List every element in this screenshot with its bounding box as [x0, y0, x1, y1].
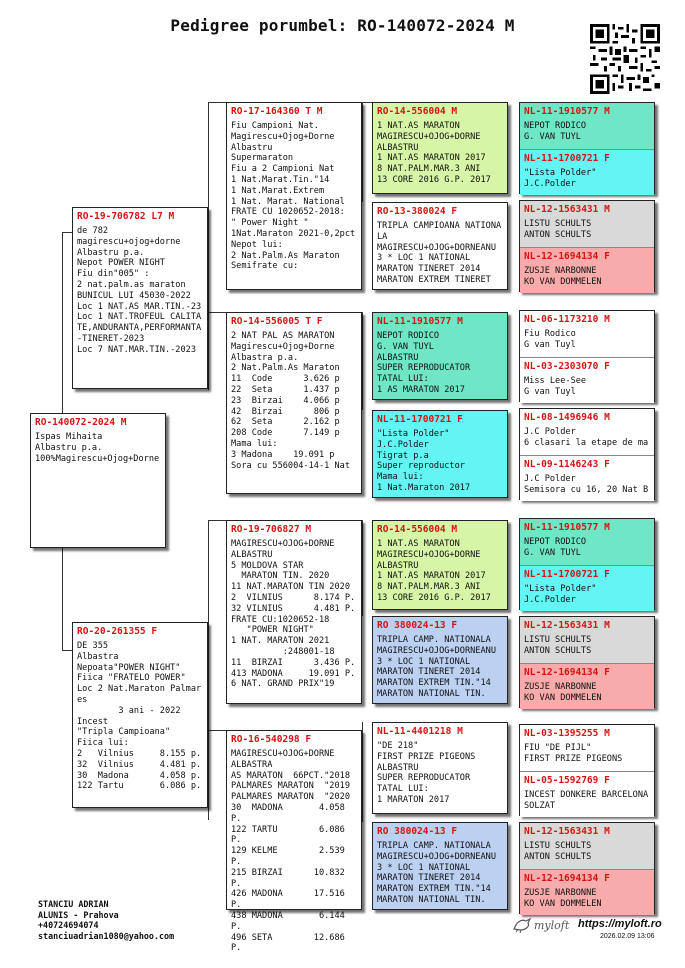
ring-number: NL-12-1563431 M: [524, 204, 610, 215]
ring-number: NL-11-1700721 F: [524, 569, 610, 580]
pigeon-card-gen4[interactable]: [520, 247, 654, 293]
ring-number: NL-11-1700721 F: [524, 153, 610, 164]
pigeon-notes: NEPOT RODICO G. VAN TUYL: [524, 121, 587, 142]
connector: [62, 232, 63, 414]
pigeon-notes: "DE 218" FIRST PRIZE PIGEONS ALBASTRU SUPER REPRODUCATOR TATAL LUI: 1 MARATON 2017: [377, 741, 476, 805]
owner-location: ALUNIS - Prahova: [38, 909, 119, 920]
ring-number: RO-14-556005 T F: [231, 316, 323, 327]
pigeon-card-gen2[interactable]: [226, 730, 362, 954]
pigeon-card-gen4[interactable]: [520, 149, 654, 195]
myloft-logo: [512, 917, 569, 933]
pigeon-notes: LISTU SCHULTS ANTON SCHULTS: [524, 841, 592, 862]
ring-number: NL-11-1700721 F: [377, 414, 463, 425]
pigeon-icon: [512, 917, 532, 933]
ring-number: RO-17-164360 T M: [231, 106, 323, 117]
pigeon-card-gen4[interactable]: [520, 663, 654, 709]
pigeon-pair-gen4: [519, 102, 655, 194]
pigeon-notes: J.C Polder Semisora cu 16, 20 Nat B: [524, 474, 649, 495]
pigeon-notes: Miss Lee-See G van Tuyl: [524, 376, 587, 397]
ring-number: NL-11-1910577 M: [377, 316, 463, 327]
pigeon-notes: TRIPLA CAMP. NATIONALA MAGIRESCU+OJOG+DORNEANU 3 * LOC 1 NATIONAL MARATON TINERET 2014 MARATON EXTREM TIN."14 MARATON NATIONAL TIN.: [377, 635, 496, 699]
pigeon-notes: "Lista Polder" J.C.Polder: [524, 584, 597, 605]
pigeon-notes: Ispas Mihaita Albastru p.a. 100%Magirescu+Ojog+Dorne: [35, 432, 160, 464]
pigeon-card-gen4[interactable]: [520, 617, 654, 663]
pigeon-card-gen3[interactable]: [372, 616, 508, 704]
pigeon-card-gen4[interactable]: [520, 869, 654, 915]
pigeon-card-gen4[interactable]: [520, 823, 654, 869]
pigeon-notes: 1 NAT.AS MARATON MAGIRESCU+OJOG+DORNE ALBASTRU 1 NAT.AS MARATON 2017 8 NAT.PALM.MAR.3 ANI 13 CORE 2016 G.P. 2017: [377, 121, 491, 185]
pigeon-pair-gen4: [519, 822, 655, 914]
connector: [208, 312, 226, 313]
ring-number: RO-19-706827 M: [231, 524, 312, 535]
connector: [362, 520, 363, 616]
pigeon-card-gen3[interactable]: [372, 822, 508, 910]
ring-number: NL-08-1496946 M: [524, 412, 610, 423]
connector: [208, 730, 226, 731]
owner-name: STANCIU ADRIAN: [38, 899, 109, 909]
pigeon-notes: ZUSJE NARBONNE KO VAN DOMMELEN: [524, 682, 602, 703]
pigeon-card-dam[interactable]: [72, 622, 208, 808]
pigeon-card-gen4[interactable]: [520, 771, 654, 817]
pigeon-notes: 2 NAT PAL AS MARATON Magirescu+Ojog+Dorne Albastra p.a. 2 Nat.Palm.As Maraton 11 Code 3.626 p 22 Seta 1.437 p 23 Birzai 4.066 p 42 Birzai 806 p 62 Seta 2.162 p 208 Code 7.149 p Mama lui: 3 Madona 19.091 p Sora cu 556004-14-1 Nat: [231, 331, 350, 471]
pigeon-notes: MAGIRESCU+OJOG+DORNE ALBASTRU 5 MOLDOVA STAR MARATON TIN. 2020 11 NAT.MARATON TIN 2020 2 VILNIUS 8.174 P. 32 VILNIUS 4.481 P. FRATE CU:1020652-18 "POWER NIGHT" 1 NAT. MARATON 2021 :248001-18 11 BIRZAI 3.436 P. 413 MADONA 19.091 P. 6 NAT. GRAND PRIX"19: [231, 539, 356, 690]
pigeon-card-gen4[interactable]: [520, 565, 654, 611]
ring-number: RO 380024-13 F: [377, 620, 458, 631]
pigeon-pair-gen4: [519, 518, 655, 610]
pigeon-card-gen2[interactable]: [226, 312, 362, 494]
pigeon-card-gen3[interactable]: [372, 410, 508, 498]
connector: [362, 312, 363, 410]
pigeon-notes: "Lista Polder" J.C.Polder: [524, 168, 597, 189]
pigeon-pair-gen4: [519, 724, 655, 816]
owner-email[interactable]: stanciuadrian1080@yahoo.com: [38, 930, 175, 941]
pigeon-notes: J.C Polder 6 clasari la etape de ma: [524, 427, 649, 448]
pigeon-card-gen3[interactable]: [372, 102, 508, 194]
ring-number: NL-06-1173210 M: [524, 314, 610, 325]
ring-number: NL-11-1910577 M: [524, 522, 610, 533]
pigeon-card-gen2[interactable]: [226, 520, 362, 704]
pigeon-card-gen4[interactable]: [520, 357, 654, 403]
pigeon-notes: "Lista Polder" J.C.Polder Tigrat p.a Super reproductor Mama lui: 1 Nat.Maraton 2017: [377, 429, 471, 493]
connector: [208, 520, 226, 521]
connector: [208, 520, 209, 820]
pigeon-card-sire[interactable]: [72, 207, 208, 389]
ring-number: NL-03-2303070 F: [524, 361, 610, 372]
ring-number: RO-20-261355 F: [77, 626, 158, 637]
ring-number: RO-13-380024 F: [377, 206, 458, 217]
ring-number: NL-12-1563431 M: [524, 826, 610, 837]
ring-number: NL-09-1146243 F: [524, 459, 610, 470]
pigeon-notes: NEPOT RODICO G. VAN TUYL ALBASTRU SUPER REPRODUCATOR TATAL LUI: 1 AS MARATON 2017: [377, 331, 471, 395]
pigeon-notes: TRIPLA CAMPIOANA NATIONA LA MAGIRESCU+OJOG+DORNEANU 3 * LOC 1 NATIONAL MARATON TINERET 2014 MARATON EXTREM TINERET: [377, 221, 502, 285]
pigeon-notes: 1 NAT.AS MARATON MAGIRESCU+OJOG+DORNE ALBASTRU 1 NAT.AS MARATON 2017 8 NAT.PALM.MAR.3 ANI 13 CORE 2016 G.P. 2017: [377, 539, 491, 603]
pigeon-notes: FIU "DE PIJL" FIRST PRIZE PIGEONS: [524, 743, 623, 764]
connector: [208, 102, 226, 103]
pigeon-notes: de 782 magirescu+ojog+dorne Albastru p.a. Nepot POWER NIGHT Fiu din"005" : 2 nat.palm.as maraton BUNICUL LUI 45030-2022 Loc 1 NAT.AS MAR.TIN.-23 Loc 1 NAT.TROFEUL CALITA TE,ANDURANTA,PERFORMANTA -TINERET-2023 Loc 7 NAT.MAR.TIN.-2023: [77, 226, 202, 355]
pigeon-notes: LISTU SCHULTS ANTON SCHULTS: [524, 635, 592, 656]
pigeon-notes: ZUSJE NARBONNE KO VAN DOMMELEN: [524, 266, 602, 287]
ring-number: NL-05-1592769 F: [524, 775, 610, 786]
page-title: Pedigree porumbel: RO-140072-2024 M: [170, 16, 515, 35]
pigeon-notes: INCEST DONKERE BARCELONA SOLZAT: [524, 790, 649, 811]
pigeon-pair-gen4: [519, 200, 655, 292]
ring-number: RO 380024-13 F: [377, 826, 458, 837]
qr-code: [590, 24, 660, 94]
pigeon-notes: MAGIRESCU+OJOG+DORNE ALBASTRA AS MARATON 66PCT."2018 PALMARES MARATON "2019 PALMARES MARATON "2020 30 MADONA 4.058 P. 122 TARTU 6.086 P. 129 KELME 2.539 P. 215 BIRZAI 10.832 P. 426 MADONA 17.516 P. 438 MADONA 6.144 P. 496 SETA 12.686 P.: [231, 749, 350, 954]
ring-number: NL-03-1395255 M: [524, 728, 610, 739]
pigeon-notes: LISTU SCHULTS ANTON SCHULTS: [524, 219, 592, 240]
pigeon-card-gen4[interactable]: [520, 103, 654, 149]
pigeon-card-gen4[interactable]: [520, 201, 654, 247]
pigeon-pair-gen4: [519, 310, 655, 402]
ring-number: NL-12-1694134 F: [524, 251, 610, 262]
ring-number: RO-14-556004 M: [377, 106, 458, 117]
pigeon-notes: Fiu Campioni Nat. Magirescu+Ojog+Dorne Albastru Supermaraton Fiu a 2 Campioni Nat 1 Nat.Marat.Tin."14 1 Nat.Marat.Extrem 1 Nat. Marat. National FRATE CU 1020652-2018: " Power Night " 1Nat.Maraton 2021-0,2pct Nepot lui: 2 Nat.Palm.As Maraton Semifrate cu:: [231, 121, 356, 272]
ring-number: RO-140072-2024 M: [35, 417, 127, 428]
connector: [362, 722, 363, 822]
pigeon-card-gen3[interactable]: [372, 520, 508, 610]
connector: [362, 102, 372, 103]
pigeon-notes: Fiu Rodico G van Tuyl: [524, 329, 576, 350]
ring-number: RO-19-706782 L7 M: [77, 211, 175, 222]
pigeon-notes: TRIPLA CAMP. NATIONALA MAGIRESCU+OJOG+DORNEANU 3 * LOC 1 NATIONAL MARATON TINERET 2014 MARATON EXTREM TIN."14 MARATON NATIONAL TIN.: [377, 841, 496, 905]
website-link[interactable]: https://myloft.ro: [578, 918, 662, 930]
ring-number: NL-12-1563431 M: [524, 620, 610, 631]
pigeon-card-subject[interactable]: [30, 413, 166, 548]
owner-info: [38, 899, 174, 941]
pigeon-card-gen4[interactable]: [520, 519, 654, 565]
pigeon-card-gen4[interactable]: [520, 455, 654, 501]
pigeon-pair-gen4: [519, 616, 655, 708]
pigeon-card-gen3[interactable]: [372, 312, 508, 400]
ring-number: NL-11-1910577 M: [524, 106, 610, 117]
pigeon-card-gen4[interactable]: [520, 409, 654, 455]
pigeon-pair-gen4: [519, 408, 655, 500]
connector: [362, 102, 363, 202]
pigeon-notes: DE 355 Albastra Nepoata"POWER NIGHT" Fiica "FRATELO POWER" Loc 2 Nat.Maraton Palmar es 3 ani - 2022 Incest "Tripla Campioana" Fiica lui: 2 Vilnius 8.155 p. 32 Vilnius 4.481 p. 30 Madona 4.058 p. 122 Tartu 6.086 p.: [77, 641, 202, 792]
ring-number: NL-12-1694134 F: [524, 873, 610, 884]
pigeon-card-gen2[interactable]: [226, 102, 362, 290]
connector: [208, 102, 209, 390]
ring-number: RO-14-556004 M: [377, 524, 458, 535]
generated-date: 2026.02.09 13:06: [600, 933, 655, 940]
pigeon-card-gen4[interactable]: [520, 311, 654, 357]
logo-text: myloft: [534, 918, 570, 932]
pigeon-card-gen4[interactable]: [520, 725, 654, 771]
pigeon-notes: NEPOT RODICO G. VAN TUYL: [524, 537, 587, 558]
owner-phone: +40724694074: [38, 920, 99, 931]
pigeon-notes: ZUSJE NARBONNE KO VAN DOMMELEN: [524, 888, 602, 909]
pigeon-card-gen3[interactable]: [372, 722, 508, 814]
ring-number: RO-16-540298 F: [231, 734, 312, 745]
ring-number: NL-12-1694134 F: [524, 667, 610, 678]
pigeon-card-gen3[interactable]: [372, 202, 508, 290]
ring-number: NL-11-4401218 M: [377, 726, 463, 737]
